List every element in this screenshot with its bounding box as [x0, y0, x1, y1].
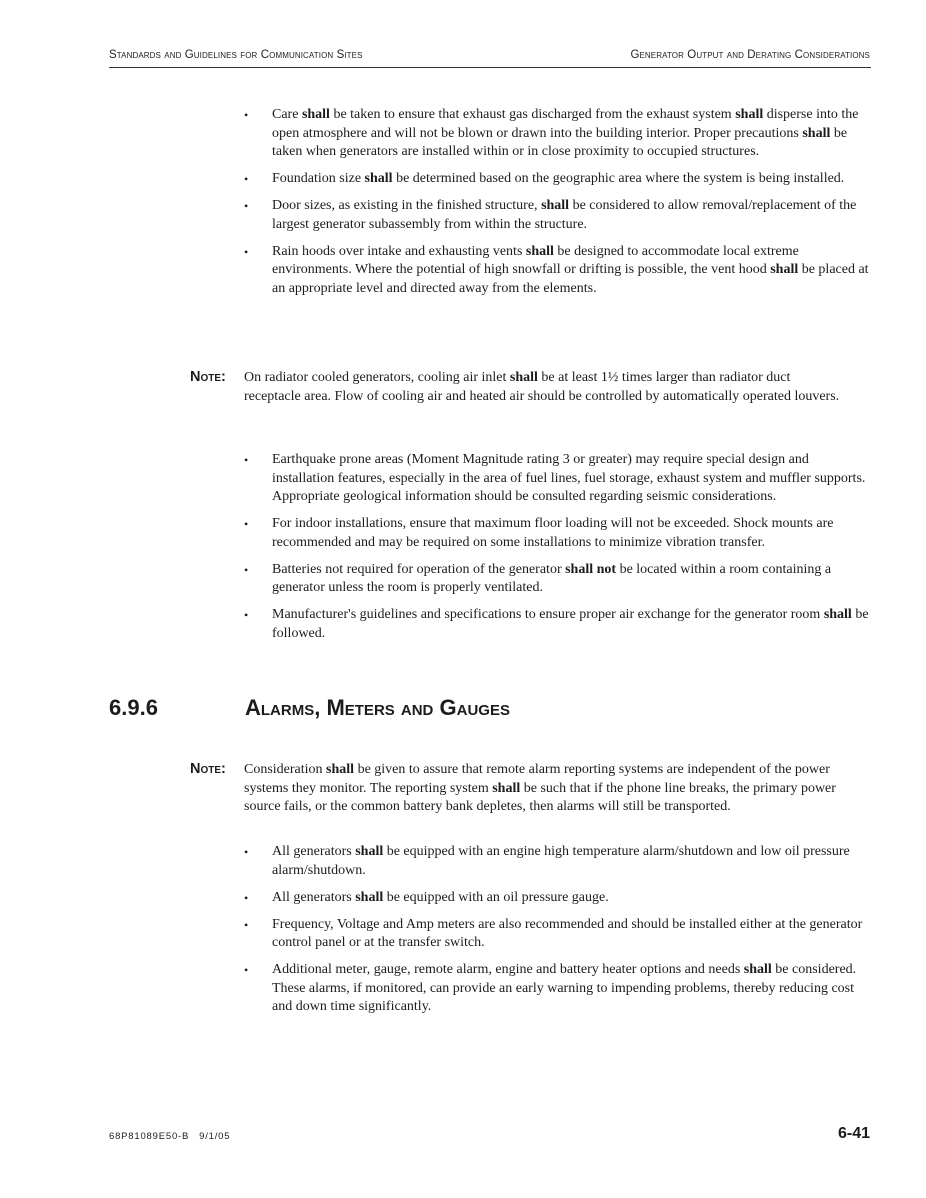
list-item: • Batteries not required for operation of the generator shall not be located within a room containing a generator unless the room is properly ventilated. — [244, 561, 872, 598]
note-label: Note: — [190, 761, 226, 777]
list-item: • Door sizes, as existing in the finished structure, shall be considered to allow removal/replacement of the largest generator subassembly from within the structure. — [244, 197, 872, 234]
page-number: 6-41 — [837, 1125, 870, 1142]
document-number: 68P81089E50-B — [109, 1131, 190, 1142]
section-number: 6.9.6 — [109, 695, 158, 720]
list-item: • All generators shall be equipped with an oil pressure gauge. — [244, 889, 872, 908]
running-header-left: Standards and Guidelines for Communication Sites — [109, 49, 363, 61]
note-text: On radiator cooled generators, cooling air inlet shall be at least 1½ times larger than radiator duct receptacle area. Flow of cooling air and heated air should be controlled by automatically operated louvers. — [244, 370, 840, 404]
list-item: • Frequency, Voltage and Amp meters are also recommended and should be installed either at the generator control panel or at the transfer switch. — [244, 916, 872, 953]
document-date: 9/1/05 — [199, 1131, 231, 1142]
list-item: • For indoor installations, ensure that maximum floor loading will not be exceeded. Shock mounts are recommended and may be required on some installations to minimize vibration transfer. — [244, 515, 872, 552]
list-item: • Earthquake prone areas (Moment Magnitude rating 3 or greater) may require special design and installation features, especially in the area of fuel lines, fuel storage, exhaust system and muffler supports. Appropriate geological information should be consulted regarding seismic considerations. — [244, 451, 872, 507]
bullet-list-installation — [244, 106, 872, 307]
list-item: • Additional meter, gauge, remote alarm, engine and battery heater options and needs shall be considered. These alarms, if monitored, can provide an early warning to impending problems, thereby reducing cost and down time significantly. — [244, 961, 872, 1017]
bullet-list-alarms-meters — [244, 843, 872, 1025]
note-radiator-cooling — [190, 369, 840, 406]
list-item: • All generators shall be equipped with an engine high temperature alarm/shutdown and low oil pressure alarm/shutdown. — [244, 843, 872, 880]
footer-doc-info — [109, 1131, 230, 1142]
header-rule — [109, 67, 871, 68]
list-item: • Manufacturer's guidelines and specifications to ensure proper air exchange for the generator room shall be followed. — [244, 606, 872, 643]
list-item: • Care shall be taken to ensure that exhaust gas discharged from the exhaust system shall disperse into the open atmosphere and will not be blown or drawn into the building interior. Proper precautions shall be taken when generators are installed within or in close proximity to occupied structures. — [244, 106, 872, 162]
section-title: Alarms, Meters and Gauges — [245, 695, 510, 720]
note-alarm-reporting — [190, 761, 840, 817]
note-text: Consideration shall be given to assure that remote alarm reporting systems are independent of the power systems they monitor. The reporting system shall be such that if the phone line breaks, the primary power source fails, or the common battery bank depletes, then alarms will still be transported. — [244, 762, 836, 814]
running-header-right: Generator Output and Derating Considerations — [630, 49, 870, 61]
list-item: • Rain hoods over intake and exhausting vents shall be designed to accommodate local extreme environments. Where the potential of high snowfall or drifting is possible, the vent hood shall be placed at an appropriate level and directed away from the elements. — [244, 243, 872, 299]
note-label: Note: — [190, 369, 226, 385]
bullet-list-site-conditions — [244, 451, 872, 652]
list-item: • Foundation size shall be determined based on the geographic area where the system is being installed. — [244, 170, 872, 189]
